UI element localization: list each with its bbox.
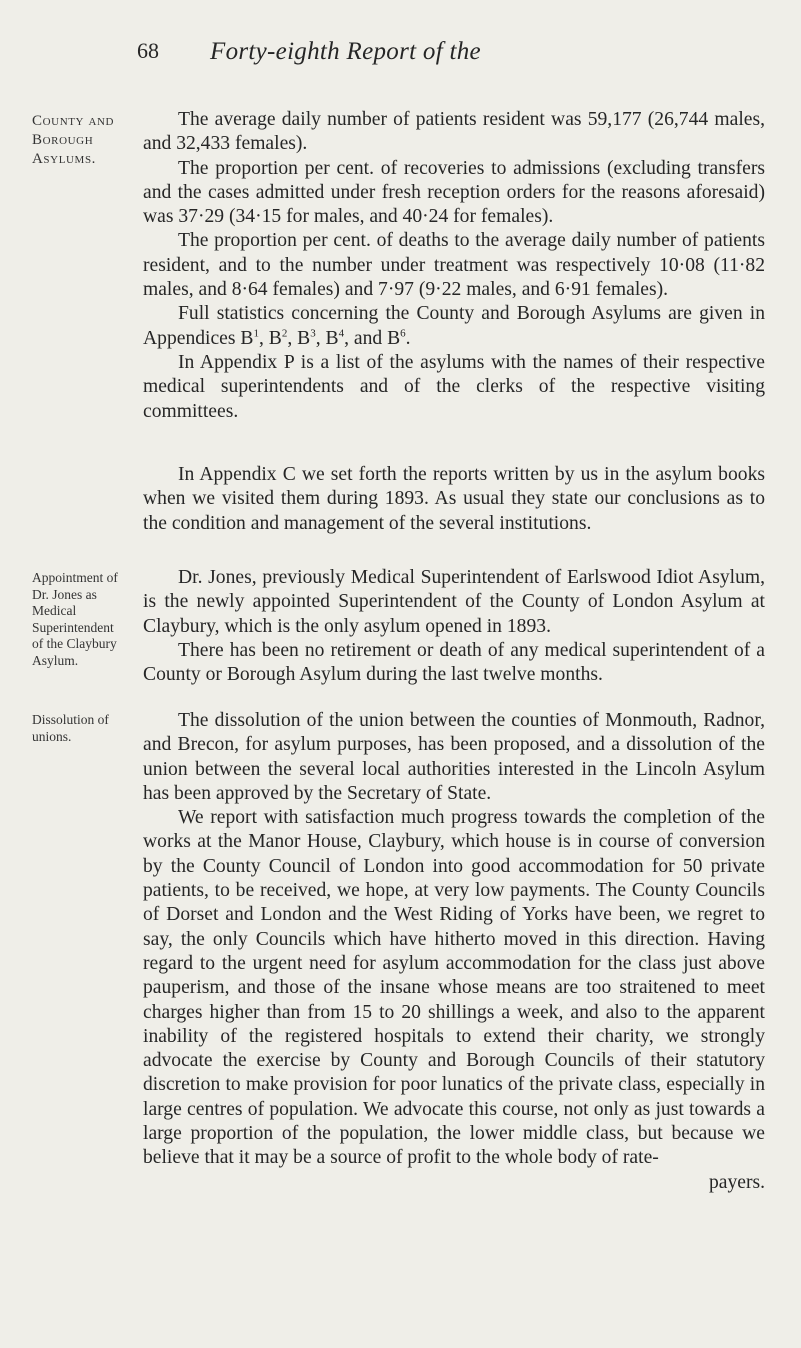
section-dissolution <box>143 709 765 1195</box>
sidenote-line: Borough <box>32 132 94 148</box>
sidenote-line: Superintendent <box>32 619 114 635</box>
section-appointment <box>143 566 765 687</box>
paragraph: The dissolution of the union between the counties of Monmouth, Radnor, and Brecon, for asylum purposes, has been proposed, and a dissolution of the union between the several local authorities interested in the Lincoln Asylum has been approved by the Secretary of State. <box>143 710 765 804</box>
sidenote-line: Dr. Jones as <box>32 586 97 602</box>
sidenote-county-asylums <box>32 112 142 169</box>
paragraph-end: payers. <box>708 1171 765 1193</box>
paragraph: We report with satisfaction much progress towards the completion of the works at the Manor House, Claybury, which house is in course of conversion by the County Council of London into good accommodation for 50 private patients, to be received, we hope, at very low payments. The County Councils of Dorset and London and the West Riding of Yorks have been, we regret to say, the only Councils which have hitherto moved in this direction. Having regard to the urgent need for asylum accommodation for the class just above pauperism, and those of the insane whose means are too straitened to meet charges higher than from 15 to 20 shillings a week, and also to the apparent inability of the registered hospitals to extend their charity, we strongly advocate the exercise by County and Borough Councils of their statutory discretion to make provision for poor lunatics of the private class, especially in large centres of population. We advocate this course, not only as just towards a large proportion of the population, the lower middle class, but because we believe that it may be a source of profit to the whole body of rate- <box>143 807 765 1169</box>
paragraph: The proportion per cent. of recoveries to admissions (excluding transfers and the cases admitted under fresh reception orders for the reasons aforesaid) was 37·29 (34·15 for males, and 40·24 for females). <box>143 157 765 228</box>
sidenote-appointment <box>32 570 142 669</box>
sidenote-line: Asylum. <box>32 652 79 668</box>
paragraph: In Appendix C we set forth the reports written by us in the asylum books when we visited them during 1893. As usual they state our conclusions as to the condition and management of the several institutions. <box>143 464 765 534</box>
section-appendix-c <box>143 463 765 536</box>
page-header <box>0 38 801 78</box>
sidenote-dissolution <box>32 712 142 745</box>
sidenote-line: Dissolution of <box>32 712 109 727</box>
paragraph: In Appendix P is a list of the asylums with the names of their respective medical superintendents and of the clerks of the respective visiting committees. <box>143 351 765 422</box>
section-statistics <box>143 108 765 424</box>
running-title: Forty-eighth Report of the <box>210 38 481 65</box>
paragraph: The proportion per cent. of deaths to the average daily number of patients resident, and to the number under treatment was respectively 10·08 (11·82 males, and 8·64 females) and 7·97 (9·22 males, and 6·91 females). <box>143 230 765 301</box>
sidenote-line: Medical <box>32 603 77 618</box>
paragraph: Dr. Jones, previously Medical Superintendent of Earlswood Idiot Asylum, is the newly appointed Superintendent of the County of London Asylum at Claybury, which is the only asylum opened in 1893. <box>143 567 765 637</box>
sidenote-line: County and <box>32 113 115 129</box>
sidenote-line: Appointment of <box>32 570 118 585</box>
paragraph: There has been no retirement or death of any medical superintendent of a County or Borough Asylum during the last twelve months. <box>143 639 765 686</box>
sidenote-line: of the Claybury <box>32 636 117 651</box>
sidenote-line: Asylums. <box>32 151 97 167</box>
paragraph-appendices: Full statistics concerning the County and Borough Asylums are given in Appendices $B^1$, $B^2$, $B^3$, $B^4$, and $B^6$. <box>143 303 765 349</box>
paragraph: The average daily number of patients resident was 59,177 (26,744 males, and 32,433 females). <box>143 109 765 155</box>
sidenote-line: unions. <box>32 728 72 744</box>
page-number: 68 <box>137 38 159 63</box>
